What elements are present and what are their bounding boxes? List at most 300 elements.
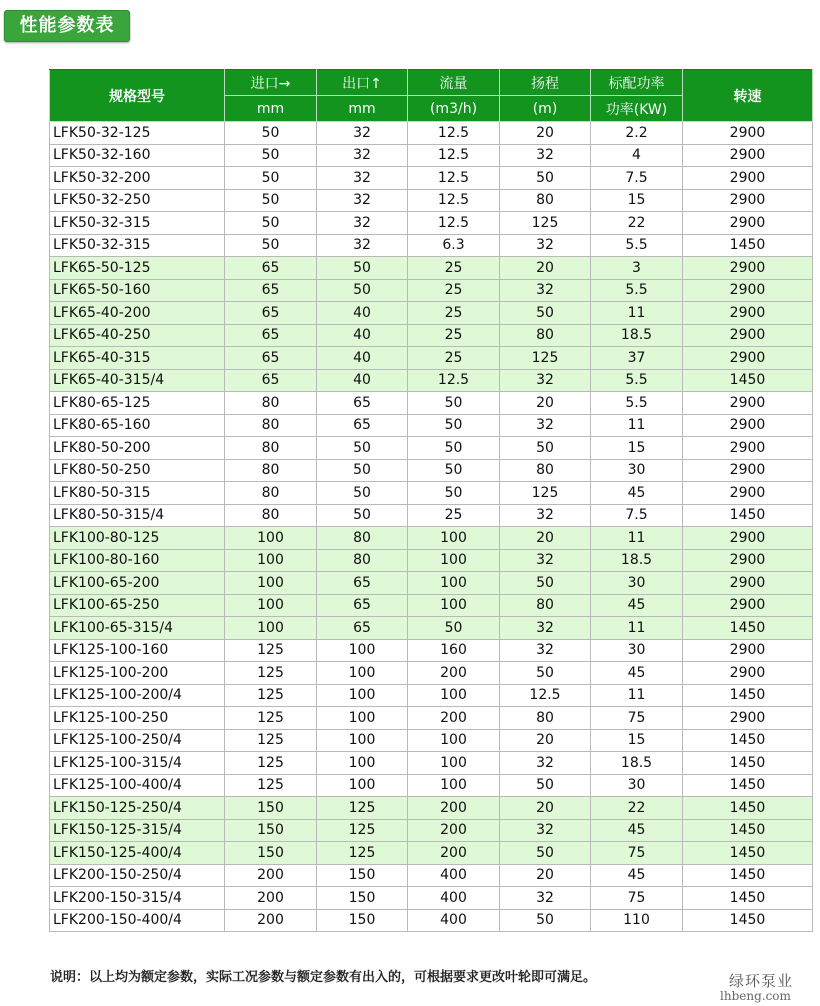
cell-model: LFK65-40-315/4 xyxy=(50,369,225,392)
cell-inlet: 200 xyxy=(225,887,317,910)
watermark-logo-text: 绿环泵业 xyxy=(729,972,794,990)
cell-outlet: 32 xyxy=(317,122,408,145)
table-row xyxy=(50,482,813,505)
cell-flow: 12.5 xyxy=(408,189,500,212)
header-inlet: 进口→ xyxy=(225,70,317,96)
cell-head: 12.5 xyxy=(500,684,591,707)
table-row xyxy=(50,279,813,302)
cell-power: 22 xyxy=(591,797,683,820)
cell-head: 50 xyxy=(500,437,591,460)
table-row xyxy=(50,302,813,325)
cell-outlet: 65 xyxy=(317,594,408,617)
cell-power: 45 xyxy=(591,662,683,685)
cell-head: 50 xyxy=(500,774,591,797)
table-row xyxy=(50,257,813,280)
cell-power: 30 xyxy=(591,774,683,797)
cell-model: LFK50-32-125 xyxy=(50,122,225,145)
header-inlet-unit: mm xyxy=(225,96,317,122)
cell-inlet: 125 xyxy=(225,684,317,707)
header-power-unit: 功率(KW) xyxy=(591,96,683,122)
cell-inlet: 80 xyxy=(225,504,317,527)
cell-flow: 6.3 xyxy=(408,234,500,257)
cell-outlet: 150 xyxy=(317,909,408,932)
cell-power: 7.5 xyxy=(591,504,683,527)
cell-model: LFK65-40-200 xyxy=(50,302,225,325)
cell-inlet: 125 xyxy=(225,662,317,685)
cell-head: 50 xyxy=(500,842,591,865)
cell-head: 50 xyxy=(500,662,591,685)
cell-head: 32 xyxy=(500,504,591,527)
cell-outlet: 150 xyxy=(317,864,408,887)
cell-model: LFK50-32-315 xyxy=(50,212,225,235)
cell-inlet: 80 xyxy=(225,482,317,505)
cell-head: 50 xyxy=(500,167,591,190)
cell-flow: 50 xyxy=(408,392,500,415)
cell-inlet: 50 xyxy=(225,122,317,145)
cell-model: LFK80-50-315 xyxy=(50,482,225,505)
cell-flow: 160 xyxy=(408,639,500,662)
cell-head: 20 xyxy=(500,729,591,752)
cell-outlet: 50 xyxy=(317,279,408,302)
cell-speed: 2900 xyxy=(683,549,813,572)
cell-flow: 25 xyxy=(408,279,500,302)
cell-speed: 1450 xyxy=(683,797,813,820)
cell-model: LFK65-40-250 xyxy=(50,324,225,347)
cell-head: 20 xyxy=(500,797,591,820)
cell-inlet: 100 xyxy=(225,527,317,550)
cell-speed: 2900 xyxy=(683,482,813,505)
table-row xyxy=(50,189,813,212)
cell-power: 45 xyxy=(591,482,683,505)
cell-head: 50 xyxy=(500,572,591,595)
cell-inlet: 80 xyxy=(225,437,317,460)
cell-head: 32 xyxy=(500,144,591,167)
cell-outlet: 100 xyxy=(317,684,408,707)
cell-flow: 25 xyxy=(408,324,500,347)
cell-speed: 2900 xyxy=(683,572,813,595)
cell-speed: 2900 xyxy=(683,347,813,370)
cell-model: LFK125-100-250 xyxy=(50,707,225,730)
cell-power: 15 xyxy=(591,189,683,212)
table-row xyxy=(50,144,813,167)
cell-inlet: 200 xyxy=(225,909,317,932)
cell-model: LFK80-50-200 xyxy=(50,437,225,460)
cell-head: 32 xyxy=(500,887,591,910)
cell-flow: 200 xyxy=(408,819,500,842)
table-row xyxy=(50,864,813,887)
cell-inlet: 100 xyxy=(225,549,317,572)
cell-power: 11 xyxy=(591,617,683,640)
cell-inlet: 100 xyxy=(225,572,317,595)
cell-speed: 2900 xyxy=(683,167,813,190)
cell-model: LFK80-65-125 xyxy=(50,392,225,415)
cell-flow: 200 xyxy=(408,842,500,865)
cell-inlet: 125 xyxy=(225,707,317,730)
cell-head: 125 xyxy=(500,347,591,370)
cell-outlet: 125 xyxy=(317,797,408,820)
table-row xyxy=(50,504,813,527)
cell-inlet: 100 xyxy=(225,617,317,640)
table-row xyxy=(50,707,813,730)
cell-inlet: 80 xyxy=(225,392,317,415)
table-row xyxy=(50,549,813,572)
cell-model: LFK125-100-400/4 xyxy=(50,774,225,797)
cell-flow: 400 xyxy=(408,887,500,910)
table-row xyxy=(50,752,813,775)
cell-outlet: 50 xyxy=(317,437,408,460)
cell-outlet: 40 xyxy=(317,369,408,392)
cell-inlet: 125 xyxy=(225,752,317,775)
cell-head: 125 xyxy=(500,482,591,505)
table-row xyxy=(50,572,813,595)
cell-inlet: 50 xyxy=(225,189,317,212)
cell-head: 20 xyxy=(500,864,591,887)
header-power: 标配功率 xyxy=(591,70,683,96)
cell-outlet: 65 xyxy=(317,617,408,640)
cell-speed: 2900 xyxy=(683,459,813,482)
cell-speed: 2900 xyxy=(683,302,813,325)
cell-power: 30 xyxy=(591,572,683,595)
cell-inlet: 125 xyxy=(225,729,317,752)
cell-head: 80 xyxy=(500,459,591,482)
cell-outlet: 100 xyxy=(317,662,408,685)
cell-speed: 1450 xyxy=(683,684,813,707)
cell-inlet: 50 xyxy=(225,144,317,167)
cell-speed: 2900 xyxy=(683,707,813,730)
watermark-domain: lhbeng.com xyxy=(720,989,791,1003)
cell-flow: 12.5 xyxy=(408,369,500,392)
header-head-unit: (m) xyxy=(500,96,591,122)
cell-power: 75 xyxy=(591,887,683,910)
cell-power: 5.5 xyxy=(591,369,683,392)
cell-power: 5.5 xyxy=(591,234,683,257)
cell-flow: 100 xyxy=(408,774,500,797)
cell-flow: 12.5 xyxy=(408,212,500,235)
cell-inlet: 65 xyxy=(225,369,317,392)
cell-head: 20 xyxy=(500,527,591,550)
cell-model: LFK125-100-200/4 xyxy=(50,684,225,707)
cell-flow: 50 xyxy=(408,437,500,460)
cell-model: LFK125-100-200 xyxy=(50,662,225,685)
cell-model: LFK50-32-250 xyxy=(50,189,225,212)
table-row xyxy=(50,594,813,617)
table-row xyxy=(50,617,813,640)
cell-inlet: 50 xyxy=(225,212,317,235)
cell-outlet: 100 xyxy=(317,774,408,797)
table-row xyxy=(50,369,813,392)
cell-head: 80 xyxy=(500,707,591,730)
table-row xyxy=(50,842,813,865)
cell-speed: 2900 xyxy=(683,662,813,685)
cell-flow: 100 xyxy=(408,684,500,707)
cell-inlet: 65 xyxy=(225,302,317,325)
table-row xyxy=(50,774,813,797)
cell-power: 45 xyxy=(591,594,683,617)
cell-flow: 100 xyxy=(408,752,500,775)
cell-flow: 100 xyxy=(408,549,500,572)
cell-flow: 400 xyxy=(408,909,500,932)
cell-flow: 200 xyxy=(408,797,500,820)
table-row xyxy=(50,797,813,820)
cell-head: 32 xyxy=(500,819,591,842)
table-row xyxy=(50,819,813,842)
table-row xyxy=(50,729,813,752)
cell-model: LFK100-80-160 xyxy=(50,549,225,572)
cell-power: 3 xyxy=(591,257,683,280)
cell-flow: 100 xyxy=(408,527,500,550)
cell-head: 125 xyxy=(500,212,591,235)
cell-flow: 200 xyxy=(408,707,500,730)
cell-head: 20 xyxy=(500,257,591,280)
cell-power: 11 xyxy=(591,527,683,550)
cell-outlet: 32 xyxy=(317,189,408,212)
table-row xyxy=(50,684,813,707)
cell-inlet: 65 xyxy=(225,347,317,370)
cell-model: LFK65-50-125 xyxy=(50,257,225,280)
cell-outlet: 32 xyxy=(317,234,408,257)
cell-power: 18.5 xyxy=(591,549,683,572)
cell-power: 22 xyxy=(591,212,683,235)
cell-speed: 1450 xyxy=(683,774,813,797)
table-row xyxy=(50,527,813,550)
cell-speed: 2900 xyxy=(683,392,813,415)
cell-speed: 2900 xyxy=(683,189,813,212)
cell-flow: 200 xyxy=(408,662,500,685)
cell-power: 75 xyxy=(591,707,683,730)
cell-outlet: 32 xyxy=(317,212,408,235)
cell-speed: 2900 xyxy=(683,257,813,280)
cell-head: 32 xyxy=(500,549,591,572)
cell-outlet: 150 xyxy=(317,887,408,910)
cell-speed: 1450 xyxy=(683,864,813,887)
cell-head: 32 xyxy=(500,752,591,775)
cell-model: LFK100-65-200 xyxy=(50,572,225,595)
cell-flow: 12.5 xyxy=(408,144,500,167)
cell-inlet: 150 xyxy=(225,797,317,820)
cell-speed: 2900 xyxy=(683,414,813,437)
cell-speed: 2900 xyxy=(683,639,813,662)
header-outlet: 出口↑ xyxy=(317,70,408,96)
cell-flow: 25 xyxy=(408,347,500,370)
cell-model: LFK50-32-315 xyxy=(50,234,225,257)
cell-power: 11 xyxy=(591,414,683,437)
cell-head: 32 xyxy=(500,369,591,392)
cell-inlet: 150 xyxy=(225,819,317,842)
cell-outlet: 80 xyxy=(317,527,408,550)
cell-outlet: 50 xyxy=(317,504,408,527)
cell-outlet: 50 xyxy=(317,459,408,482)
table-row xyxy=(50,234,813,257)
cell-power: 30 xyxy=(591,459,683,482)
cell-power: 15 xyxy=(591,437,683,460)
cell-head: 80 xyxy=(500,324,591,347)
cell-outlet: 32 xyxy=(317,167,408,190)
cell-outlet: 65 xyxy=(317,572,408,595)
cell-head: 50 xyxy=(500,909,591,932)
cell-head: 32 xyxy=(500,617,591,640)
table-row xyxy=(50,212,813,235)
table-row xyxy=(50,459,813,482)
cell-head: 32 xyxy=(500,234,591,257)
cell-outlet: 65 xyxy=(317,392,408,415)
cell-speed: 2900 xyxy=(683,594,813,617)
header-flow-unit: (m3/h) xyxy=(408,96,500,122)
cell-inlet: 65 xyxy=(225,279,317,302)
cell-outlet: 65 xyxy=(317,414,408,437)
cell-head: 32 xyxy=(500,639,591,662)
cell-inlet: 50 xyxy=(225,167,317,190)
table-header xyxy=(50,70,813,122)
cell-outlet: 50 xyxy=(317,257,408,280)
cell-inlet: 150 xyxy=(225,842,317,865)
cell-inlet: 80 xyxy=(225,459,317,482)
cell-speed: 1450 xyxy=(683,752,813,775)
cell-speed: 1450 xyxy=(683,842,813,865)
table-row xyxy=(50,122,813,145)
cell-flow: 50 xyxy=(408,459,500,482)
cell-speed: 1450 xyxy=(683,819,813,842)
cell-head: 32 xyxy=(500,414,591,437)
cell-model: LFK200-150-400/4 xyxy=(50,909,225,932)
cell-power: 7.5 xyxy=(591,167,683,190)
cell-flow: 12.5 xyxy=(408,122,500,145)
cell-inlet: 50 xyxy=(225,234,317,257)
cell-inlet: 65 xyxy=(225,324,317,347)
cell-outlet: 40 xyxy=(317,324,408,347)
cell-model: LFK200-150-250/4 xyxy=(50,864,225,887)
cell-model: LFK125-100-250/4 xyxy=(50,729,225,752)
cell-model: LFK100-65-250 xyxy=(50,594,225,617)
cell-flow: 25 xyxy=(408,302,500,325)
table-row xyxy=(50,414,813,437)
table-row xyxy=(50,167,813,190)
cell-power: 5.5 xyxy=(591,279,683,302)
cell-model: LFK125-100-315/4 xyxy=(50,752,225,775)
cell-model: LFK80-50-250 xyxy=(50,459,225,482)
cell-flow: 25 xyxy=(408,504,500,527)
cell-inlet: 125 xyxy=(225,774,317,797)
cell-model: LFK150-125-250/4 xyxy=(50,797,225,820)
cell-power: 37 xyxy=(591,347,683,370)
table-row xyxy=(50,324,813,347)
cell-flow: 100 xyxy=(408,729,500,752)
cell-speed: 1450 xyxy=(683,617,813,640)
cell-power: 15 xyxy=(591,729,683,752)
cell-outlet: 125 xyxy=(317,842,408,865)
cell-speed: 2900 xyxy=(683,144,813,167)
cell-model: LFK100-80-125 xyxy=(50,527,225,550)
cell-head: 20 xyxy=(500,392,591,415)
cell-model: LFK65-50-160 xyxy=(50,279,225,302)
cell-flow: 50 xyxy=(408,617,500,640)
cell-inlet: 125 xyxy=(225,639,317,662)
cell-speed: 1450 xyxy=(683,887,813,910)
cell-model: LFK100-65-315/4 xyxy=(50,617,225,640)
cell-inlet: 65 xyxy=(225,257,317,280)
cell-power: 4 xyxy=(591,144,683,167)
cell-speed: 2900 xyxy=(683,212,813,235)
table-row xyxy=(50,662,813,685)
cell-flow: 50 xyxy=(408,482,500,505)
cell-outlet: 40 xyxy=(317,347,408,370)
cell-power: 11 xyxy=(591,302,683,325)
footnote: 说明：以上均为额定参数，实际工况参数与额定参数有出入的，可根据要求更改叶轮即可满足。 xyxy=(50,970,597,985)
cell-flow: 100 xyxy=(408,594,500,617)
cell-inlet: 200 xyxy=(225,864,317,887)
cell-power: 18.5 xyxy=(591,324,683,347)
cell-flow: 25 xyxy=(408,257,500,280)
cell-power: 75 xyxy=(591,842,683,865)
cell-speed: 2900 xyxy=(683,437,813,460)
cell-outlet: 125 xyxy=(317,819,408,842)
cell-model: LFK65-40-315 xyxy=(50,347,225,370)
cell-power: 11 xyxy=(591,684,683,707)
cell-inlet: 80 xyxy=(225,414,317,437)
table-row xyxy=(50,392,813,415)
header-head: 扬程 xyxy=(500,70,591,96)
cell-speed: 2900 xyxy=(683,122,813,145)
cell-head: 80 xyxy=(500,594,591,617)
cell-speed: 2900 xyxy=(683,527,813,550)
cell-power: 2.2 xyxy=(591,122,683,145)
page-title: 性能参数表 xyxy=(4,10,130,42)
table-row xyxy=(50,347,813,370)
cell-model: LFK50-32-160 xyxy=(50,144,225,167)
cell-power: 45 xyxy=(591,864,683,887)
header-model: 规格型号 xyxy=(50,70,225,122)
cell-flow: 100 xyxy=(408,572,500,595)
header-flow: 流量 xyxy=(408,70,500,96)
cell-speed: 1450 xyxy=(683,909,813,932)
cell-outlet: 50 xyxy=(317,482,408,505)
table-row xyxy=(50,887,813,910)
cell-speed: 1450 xyxy=(683,729,813,752)
cell-head: 32 xyxy=(500,279,591,302)
cell-power: 5.5 xyxy=(591,392,683,415)
cell-speed: 1450 xyxy=(683,234,813,257)
cell-speed: 1450 xyxy=(683,369,813,392)
cell-model: LFK50-32-200 xyxy=(50,167,225,190)
cell-outlet: 100 xyxy=(317,729,408,752)
cell-speed: 2900 xyxy=(683,324,813,347)
cell-head: 20 xyxy=(500,122,591,145)
cell-flow: 400 xyxy=(408,864,500,887)
cell-model: LFK80-50-315/4 xyxy=(50,504,225,527)
header-outlet-unit: mm xyxy=(317,96,408,122)
cell-outlet: 100 xyxy=(317,752,408,775)
cell-outlet: 40 xyxy=(317,302,408,325)
cell-inlet: 100 xyxy=(225,594,317,617)
cell-speed: 1450 xyxy=(683,504,813,527)
cell-model: LFK150-125-400/4 xyxy=(50,842,225,865)
cell-head: 50 xyxy=(500,302,591,325)
cell-head: 80 xyxy=(500,189,591,212)
cell-power: 110 xyxy=(591,909,683,932)
cell-model: LFK150-125-315/4 xyxy=(50,819,225,842)
cell-flow: 50 xyxy=(408,414,500,437)
table-row xyxy=(50,909,813,932)
performance-table xyxy=(49,69,813,932)
cell-model: LFK80-65-160 xyxy=(50,414,225,437)
cell-speed: 2900 xyxy=(683,279,813,302)
cell-model: LFK200-150-315/4 xyxy=(50,887,225,910)
cell-outlet: 80 xyxy=(317,549,408,572)
cell-outlet: 32 xyxy=(317,144,408,167)
cell-outlet: 100 xyxy=(317,707,408,730)
cell-power: 45 xyxy=(591,819,683,842)
table-body xyxy=(50,122,813,932)
cell-model: LFK125-100-160 xyxy=(50,639,225,662)
